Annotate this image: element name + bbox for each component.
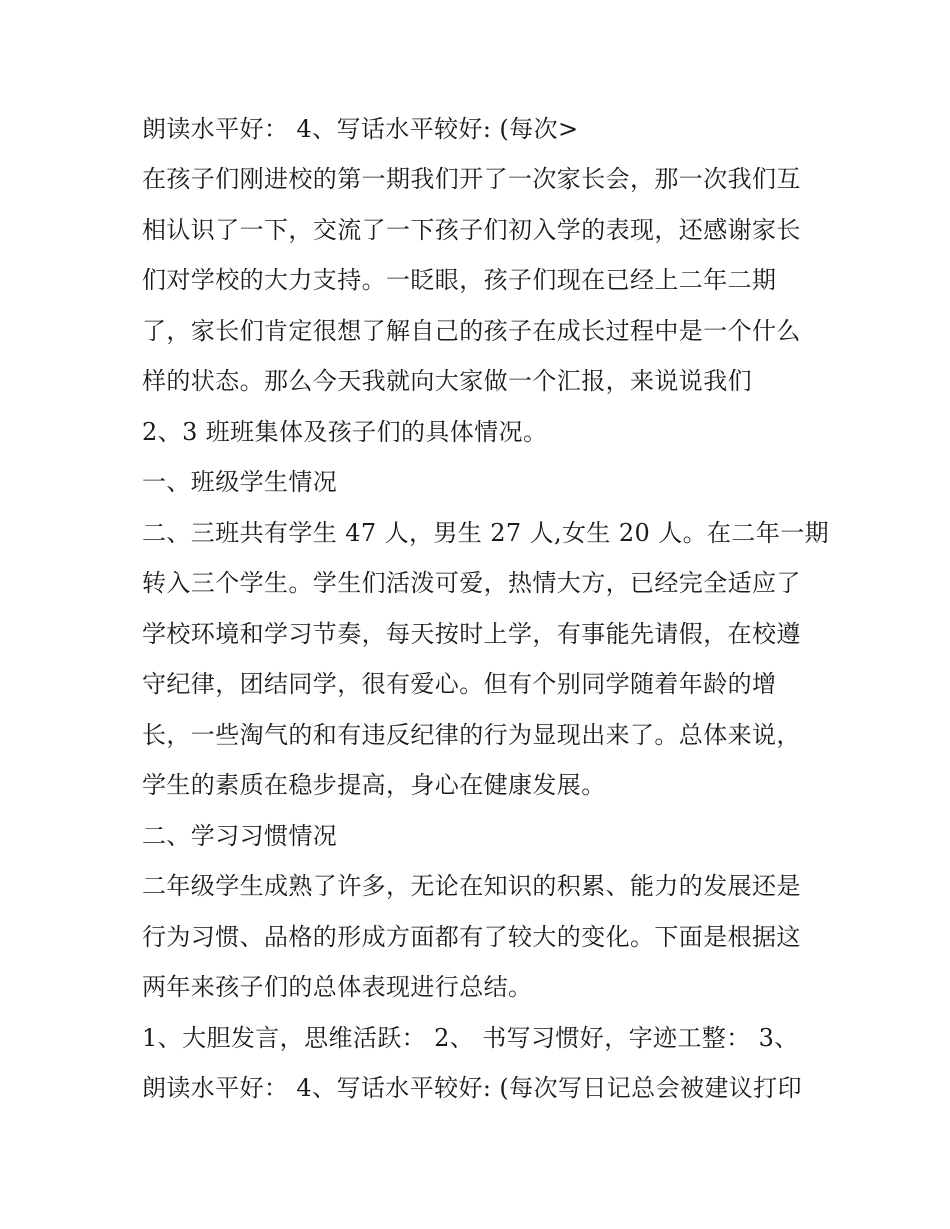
text-line: 样的状态。那么今天我就向大家做一个汇报，来说说我们 (142, 367, 752, 396)
text-line: 二、三班共有学生 47 人，男生 27 人,女生 20 人。在二年一期 (142, 518, 830, 547)
text-line: 们对学校的大力支持。一眨眼，孩子们现在已经上二年二期 (142, 266, 777, 295)
section-heading: 一、班级学生情况 (142, 468, 338, 497)
section-heading: 二、学习习惯情况 (142, 821, 338, 850)
text-line: 二年级学生成熟了许多，无论在知识的积累、能力的发展还是 (142, 872, 801, 901)
text-line: 转入三个学生。学生们活泼可爱，热情大方，已经完全适应了 (142, 569, 801, 598)
document-body (142, 112, 830, 1122)
text-line: 朗读水平好： 4、写话水平较好: (每次写日记总会被建议打印 (142, 1074, 802, 1103)
text-line: 学生的素质在稳步提高，身心在健康发展。 (142, 771, 606, 800)
text-line: 了，家长们肯定很想了解自己的孩子在成长过程中是一个什么 (142, 316, 801, 345)
text-line: 行为习惯、品格的形成方面都有了较大的变化。下面是根据这 (142, 922, 801, 951)
text-line: 学校环境和学习节奏，每天按时上学，有事能先请假，在校遵 (142, 619, 801, 648)
text-line: 长，一些淘气的和有违反纪律的行为显现出来了。总体来说， (142, 720, 801, 749)
text-line: 在孩子们刚进校的第一期我们开了一次家长会，那一次我们互 (142, 165, 801, 194)
text-line: 守纪律，团结同学，很有爱心。但有个别同学随着年龄的增 (142, 670, 777, 699)
text-line: 相认识了一下，交流了一下孩子们初入学的表现，还感谢家长 (142, 215, 801, 244)
text-line: 1、大胆发言，思维活跃： 2、 书写习惯好，字迹工整： 3、 (142, 1023, 799, 1052)
text-line: 两年来孩子们的总体表现进行总结。 (142, 973, 533, 1002)
text-line: 2、3 班班集体及孩子们的具体情况。 (142, 417, 548, 446)
text-line: 朗读水平好： 4、写话水平较好: (每次> (142, 115, 579, 143)
